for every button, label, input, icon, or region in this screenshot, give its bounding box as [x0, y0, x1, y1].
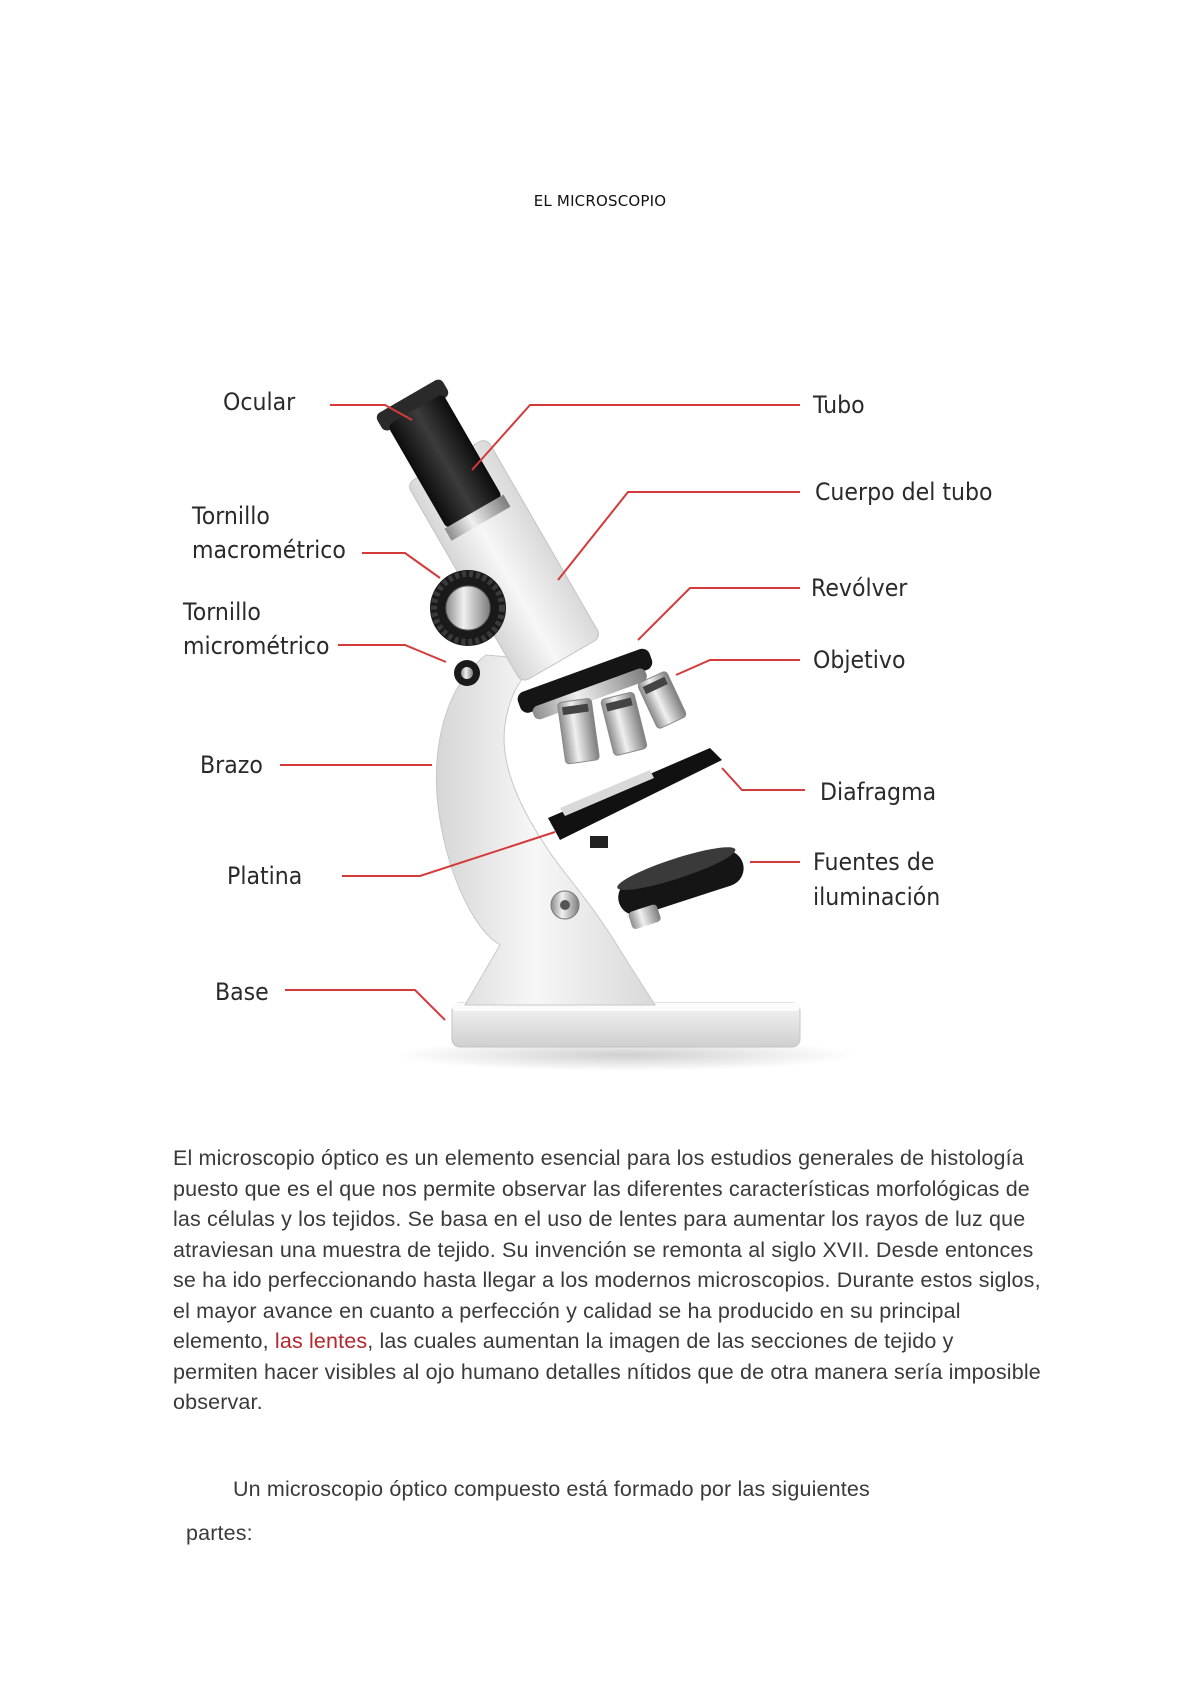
leader-tornillo-macro — [362, 553, 440, 578]
label-fuentes-1: Fuentes de — [813, 848, 935, 876]
label-tornillo-macro-2: macrométrico — [192, 536, 346, 564]
leader-objetivo — [676, 660, 800, 675]
label-ocular: Ocular — [223, 388, 296, 416]
intro-paragraph — [173, 1143, 1043, 1418]
leader-revolver — [638, 588, 800, 640]
label-tornillo-micro-1: Tornillo — [183, 598, 261, 626]
label-base: Base — [215, 978, 269, 1006]
leader-tornillo-micro — [338, 645, 446, 662]
light-source-part — [611, 839, 752, 931]
leader-tubo — [472, 405, 800, 470]
paragraph-text-after: , las cuales aumentan la imagen de las secciones de tejido y permiten hacer visibles al ojo humano detalles nítidos que de otra manera sería imposible observar. — [173, 1329, 1041, 1414]
leader-cuerpo — [558, 492, 800, 580]
label-diafragma: Diafragma — [820, 778, 937, 806]
label-revolver: Revólver — [811, 574, 908, 602]
parts-intro-continuation: partes: — [186, 1521, 253, 1545]
label-platina: Platina — [227, 862, 303, 890]
coarse-knob — [430, 570, 506, 646]
label-cuerpo-tubo: Cuerpo del tubo — [815, 478, 993, 506]
label-brazo: Brazo — [200, 751, 263, 779]
label-objetivo: Objetivo — [813, 646, 906, 674]
leader-base — [285, 990, 445, 1020]
label-fuentes-2: iluminación — [813, 883, 941, 911]
document-title: EL MICROSCOPIO — [533, 192, 667, 210]
lentes-link[interactable]: las lentes — [274, 1329, 368, 1353]
fine-knob — [454, 660, 480, 686]
leader-diafragma — [722, 768, 805, 790]
base-part — [452, 1003, 800, 1047]
paragraph-text-before: El microscopio óptico es un elemento esencial para los estudios generales de histología puesto que es el que nos permite observar las diferentes características morfológicas de las células y los tejidos. Se basa en el uso de lentes para aumentar los rayos de luz que atraviesan una muestra de tejido. Su invención se remonta al siglo XVII. Desde entonces se ha ido perfeccionando hasta llegar a los modernos microscopios. Durante estos siglos, el mayor avance en cuanto a perfección y calidad se ha producido en su principal elemento, — [173, 1146, 1041, 1353]
label-tubo: Tubo — [813, 391, 865, 419]
label-tornillo-micro-2: micrométrico — [183, 632, 330, 660]
label-tornillo-macro-1: Tornillo — [192, 502, 270, 530]
parts-intro-line: Un microscopio óptico compuesto está formado por las siguientes — [233, 1477, 870, 1501]
